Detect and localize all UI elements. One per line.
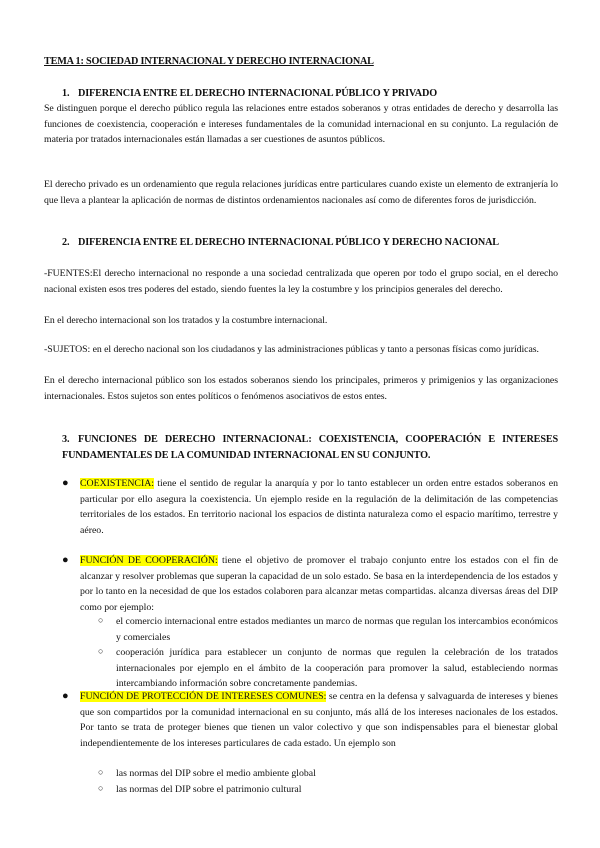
- section-1-heading: [62, 88, 437, 99]
- cooperacion-sub-item-1: el comercio internacional entre estados mediantes un marco de normas que regulan los intercambios económicos y comerciales: [116, 616, 558, 643]
- section-1-number: 1.: [62, 88, 70, 99]
- coexistencia-item: [80, 476, 558, 538]
- bullet-icon: ●: [62, 554, 69, 566]
- bullet-icon: ●: [62, 477, 69, 489]
- cooperacion-sub-item-2: cooperación jurídica para establecer un conjunto de normas que regulen la celebración de los tratados internacionales por ejemplo en el ámbito de la cooperación para promover la salud, estableciendo normas intercambiando información sobre concretamente pandemias.: [116, 647, 558, 690]
- section-1-title: DIFERENCIA ENTRE EL DERECHO INTERNACIONAL PÚBLICO Y PRIVADO: [78, 88, 437, 99]
- sub-bullet-icon: ○: [98, 767, 104, 777]
- section-3-title: FUNCIONES DE DERECHO INTERNACIONAL: COEXISTENCIA, COOPERACIÓN E INTERESES FUNDAMENTALES DE LA COMUNIDAD INTERNACIONAL EN SU CONJUNTO.: [62, 434, 558, 461]
- proteccion-item: [80, 689, 558, 751]
- sujetos-international-paragraph: En el derecho internacional público son los estados soberanos siendo los principales, primeros y primigenios y las organizaciones internacionales. Estos sujetos son entes políticos o fenómenos asociativos de estos entes.: [44, 375, 558, 402]
- section-1-paragraph-1: Se distinguen porque el derecho público regula las relaciones entre estados soberanos y otras entidades de derecho y desarrolla las funciones de coexistencia, cooperación e intereses fundamentales de la comunidad internacional en su conjunto. La regulación de materia por tratados internacionales están llamadas a ser cuestiones de asuntos públicos.: [44, 103, 558, 146]
- cooperacion-item: [80, 553, 558, 615]
- coexistencia-text: tiene el sentido de regular la anarquía y por lo tanto establecer un orden entre estados soberanos en particular por ello asegura la coexistencia. Un ejemplo reside en la regulación de la delimitación de las competencias territoriales de los estados. En territorio nacional los espacios de distinta naturaleza como el espacio marítimo, terrestre y aéreo.: [80, 478, 558, 536]
- coexistencia-label: COEXISTENCIA:: [80, 478, 155, 489]
- sujetos-paragraph: -SUJETOS: en el derecho nacional son los ciudadanos y las administraciones públicas y tanto a personas físicas como jurídicas.: [44, 344, 539, 355]
- bullet-icon: ●: [62, 690, 69, 702]
- fuentes-international-line: En el derecho internacional son los tratados y la costumbre internacional.: [44, 315, 328, 326]
- document-title: TEMA 1: SOCIEDAD INTERNACIONAL Y DERECHO INTERNACIONAL: [44, 56, 374, 67]
- cooperacion-text: tiene el objetivo de promover el trabajo conjunto entre los estados con el fin de alcanzar y resolver problemas que superan la capacidad de un solo estado. Se basa en la interdependencia de los estados y por lo tanto en la necesidad de que los estados colaboren para alcanzar metas compartidas. alcanza diversas áreas del DIP como por ejemplo:: [80, 555, 558, 613]
- section-2-title: DIFERENCIA ENTRE EL DERECHO INTERNACIONAL PÚBLICO Y DERECHO NACIONAL: [78, 237, 499, 248]
- sub-bullet-icon: ○: [98, 615, 104, 625]
- cooperacion-label: FUNCIÓN DE COOPERACIÓN:: [80, 555, 218, 566]
- proteccion-sub-item-2: las normas del DIP sobre el patrimonio cultural: [116, 784, 302, 795]
- sub-bullet-icon: ○: [98, 646, 104, 656]
- proteccion-text: se centra en la defensa y salvaguarda de intereses y bienes que son compartidos por la comunidad internacional en su conjunto, más allá de los intereses nacionales de los estados. Por tanto se trata de proteger bienes que tienen un valor colectivo y que son indispensables para el bienestar global independientemente de los intereses particulares de cada estado. Un ejemplo son: [80, 691, 558, 749]
- section-3-number: 3.: [62, 434, 70, 445]
- section-2-heading: [62, 237, 499, 248]
- sub-bullet-icon: ○: [98, 783, 104, 793]
- proteccion-sub-item-1: las normas del DIP sobre el medio ambiente global: [116, 768, 316, 779]
- fuentes-paragraph: -FUENTES:El derecho internacional no responde a una sociedad centralizada que operen por todo el grupo social, en el derecho nacional existen esos tres poderes del estado, siendo fuentes la ley la costumbre y los principios generales del derecho.: [44, 268, 558, 295]
- section-2-number: 2.: [62, 237, 70, 248]
- section-1-paragraph-2: El derecho privado es un ordenamiento que regula relaciones jurídicas entre particulares cuando existe un elemento de extranjería lo que lleva a plantear la aplicación de normas de distintos ordenamientos nacionales así como de diferentes foros de jurisdicción.: [44, 179, 558, 206]
- section-3-heading: [62, 432, 558, 464]
- proteccion-label: FUNCIÓN DE PROTECCIÓN DE INTERESES COMUNES:: [80, 691, 327, 702]
